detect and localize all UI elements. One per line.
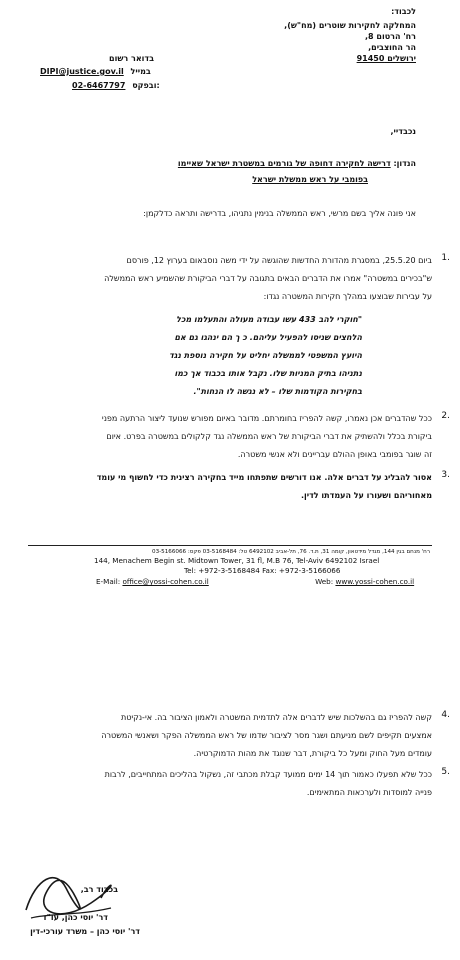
footer-web-link[interactable]: www.yossi-cohen.co.il	[335, 577, 415, 586]
recipient-line: הר החוצבים,	[368, 43, 416, 52]
text-line: ככל שהדברים אכן נאמרו, קשה להפריז בחומרתם. מדובר באיום מפורש שנועד ליצור הרתעה מפני	[101, 414, 432, 423]
text-line: ש"בכירים במשטרה" אמרו את הדברים הבאים בתגובה על דברי הביקורת שהשמיע ראש הממשלה	[104, 274, 432, 283]
quote-line: נתניהו בתיק המניות שלו. נקבל אותו בכבוד אך כמו	[174, 369, 362, 378]
fax-number: 02-6467797	[72, 81, 126, 90]
footer-email-link[interactable]: office@yossi-cohen.co.il	[122, 577, 209, 586]
subject-line-1: דרישה לחקירה דחופה של גורמים במשטרת ישראל שאיימו	[177, 159, 391, 168]
section-number: 2.	[441, 411, 450, 421]
text-line: ככל שלא תפעלו כאמור תוך 14 ימים ממועד קבלת מכתבי זה, נשקול בהליכים המתחייבים, לרבות	[104, 770, 432, 779]
text-line: פנייה למוסדות ולערכאות המתאימים.	[306, 788, 432, 797]
quote-block	[82, 311, 362, 401]
fax-row	[72, 80, 212, 91]
section-3	[22, 469, 432, 505]
footer-hebrew-address: רח' מנחם בגין 144, מגדל מידטאון, קומה 31, ת.ד. 76, תל-אביב 6492102 טל: 03-5168484 פקס: 03-5166066	[152, 549, 430, 555]
footer-email-label: E-Mail:	[96, 577, 121, 586]
email-label: במייל	[130, 67, 151, 76]
quote-line: בחקירות הקודמות שלו – לא נגשה לו הנחות".	[193, 387, 362, 396]
registered-mail-label: בדואר רשום	[109, 54, 154, 63]
text-line: ביום 25.5.20, במסגרת מהדורת החדשות שהוגשה על ידי משה נוסבאום בערוץ 12, פורסם	[126, 256, 432, 265]
recipient-line: רח' הרטום 8,	[364, 32, 416, 41]
intro-text: אני פונה אליך בשם מרשי, ראש הממשלה בנימין נתניהו, בדרישה ותראה כדלקמן:	[143, 209, 416, 218]
signature-name: דר' יוסי כהן, עו"ד	[42, 913, 108, 922]
text-line: אסור להבליג על דברים אלה. אנו דורשים שתפתחו מייד בחקירה רצינית כדי לחשוף מי עומד	[96, 473, 432, 482]
email-row	[40, 66, 200, 77]
footer-web-label: Web:	[315, 577, 334, 586]
section-number: 5.	[441, 767, 450, 777]
signature-regards: בכבוד רב,	[80, 885, 118, 894]
footer-english-address: 144, Menachem Begin st. Midtown Tower, 31 fl, M.B 76, Tel-Aviv 6492102 Israel	[94, 556, 380, 565]
quote-line: היועץ המשפטי לממשלה יחליט על חקירה נוספת נגד	[169, 351, 362, 360]
subject-block	[56, 158, 416, 169]
fax-label: ובפקס:	[132, 81, 160, 90]
greeting: נכבדיי,	[390, 127, 416, 136]
text-line: אמצעים תקיפים לשם מניעתם ושגר מסר לציבור שדמו של ראש הממשלה הפקר ושאנשי המשטרה	[101, 731, 432, 740]
section-number: 4.	[441, 710, 450, 720]
footer-divider	[28, 545, 432, 546]
recipient-block	[216, 20, 416, 64]
email-link[interactable]: DIPI@justice.gov.il	[40, 67, 124, 76]
section-1	[22, 252, 432, 306]
to-label: לכבוד:	[391, 7, 416, 16]
text-line: עומדים מעל החוק ומעל כל ביקורת, דבר שנוגד את מהות הדמוקרטיה.	[193, 749, 432, 758]
section-number: 3.	[441, 470, 450, 480]
subject-line-2: בפומבי על ראש ממשלת ישראל	[252, 175, 368, 184]
recipient-line: ירושלים 91450	[356, 54, 416, 63]
text-line: קשה להפריז גם בהשלכות שיש לדברים אלה לתדמית המשטרה ולאמון הציבור בה. אי-נקיטת	[120, 713, 432, 722]
section-2	[22, 410, 432, 464]
footer-contact-row	[96, 577, 436, 587]
quote-line: הלחצים שניסו להפעיל עליהם. כ ך הם ינהגו גם אם	[174, 333, 362, 342]
footer-tel-fax: Tel: +972-3-5168484 Fax: +972-3-5166066	[184, 566, 341, 575]
signature-office: דר' יוסי כהן – משרד עורכי-דין	[30, 927, 140, 936]
section-5	[22, 766, 432, 802]
section-4	[22, 709, 432, 763]
recipient-line: המחלקה לחקירות שוטרים (מח"ש),	[284, 21, 416, 30]
section-number: 1.	[441, 253, 450, 263]
text-line: ביקורת בכלל ולהשתיק את דברי הביקורת של ראש הממשלה נגד קלקולים במשטרה בפרט. איום	[106, 432, 432, 441]
text-line: זה שוגר בפומבי באופן ההולם עבריינים ולא אנשי משטרה.	[237, 450, 432, 459]
text-line: מאחוריהם ושעורו על העמדתו לדין.	[300, 491, 432, 500]
quote-line: "חוקרי להב 433 עשו עבודה מעולה והתעלמו מכל	[176, 315, 362, 324]
subject-label: הנדון:	[393, 159, 416, 168]
text-line: על עבירות שבוצעו במהלך חקירות המשטרה נגדו:	[263, 292, 432, 301]
